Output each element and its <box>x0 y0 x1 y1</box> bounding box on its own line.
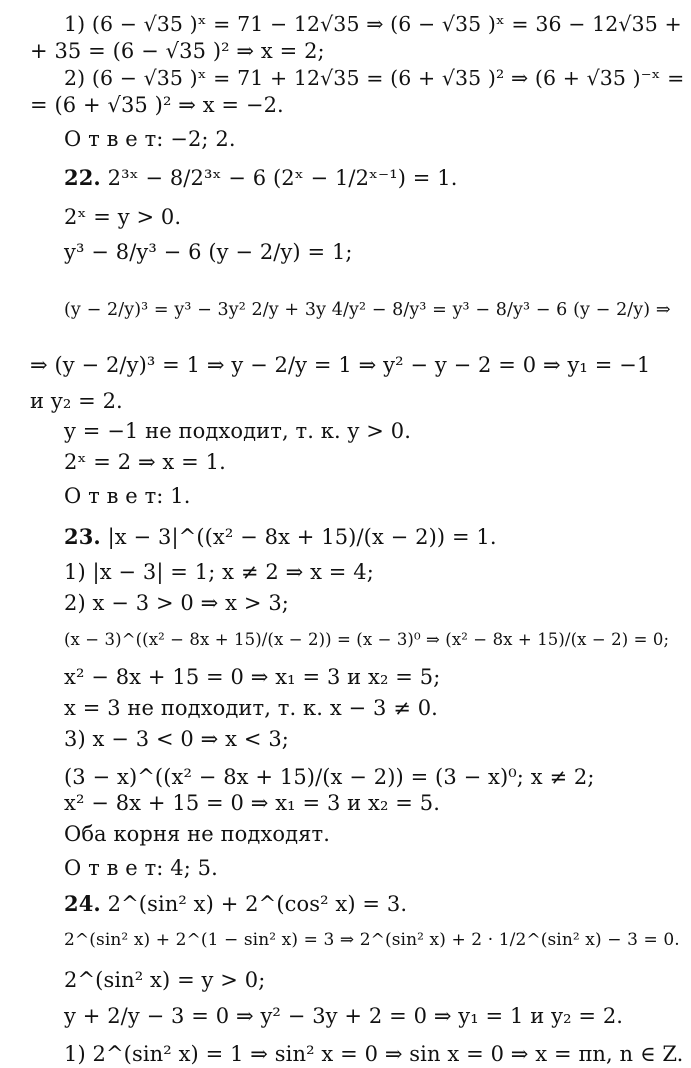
text-line: + 35 = (6 − √35 )² ⇒ x = 2; <box>30 39 325 63</box>
text-line: x² − 8x + 15 = 0 ⇒ x₁ = 3 и x₂ = 5. <box>64 791 440 815</box>
text-line: = (6 + √35 )² ⇒ x = −2. <box>30 93 284 117</box>
problem-23-heading: 23. |x − 3|^((x² − 8x + 15)/(x − 2)) = 1. <box>64 524 497 549</box>
text-line: 2ˣ = y > 0. <box>64 205 182 229</box>
text-line: y³ − 8/y³ − 6 (y − 2/y) = 1; <box>64 240 353 264</box>
text-line: ⇒ (y − 2/y)³ = 1 ⇒ y − 2/y = 1 ⇒ y² − y − 2 = 0 ⇒ y₁ = −1 <box>30 353 651 377</box>
text-line: 1) (6 − √35 )ˣ = 71 − 12√35 ⇒ (6 − √35 )ˣ = 36 − 12√35 + <box>64 12 682 36</box>
problem-24-heading: 24. 2^(sin² x) + 2^(cos² x) = 3. <box>64 891 408 916</box>
text-line: y + 2/y − 3 = 0 ⇒ y² − 3y + 2 = 0 ⇒ y₁ = 1 и y₂ = 2. <box>64 1004 624 1028</box>
answer-line: О т в е т: −2; 2. <box>64 127 236 151</box>
text-line: (3 − x)^((x² − 8x + 15)/(x − 2)) = (3 − x)⁰; x ≠ 2; <box>64 765 595 789</box>
problem-22-heading: 22. 2³ˣ − 8/2³ˣ − 6 (2ˣ − 1/2ˣ⁻¹) = 1. <box>64 165 458 190</box>
text-line: 1) 2^(sin² x) = 1 ⇒ sin² x = 0 ⇒ sin x = 0 ⇒ x = πn, n ∈ Z. <box>64 1042 684 1066</box>
answer-line: О т в е т: 1. <box>64 484 191 508</box>
text-line: 2) x − 3 > 0 ⇒ x > 3; <box>64 591 289 615</box>
text-line: x² − 8x + 15 = 0 ⇒ x₁ = 3 и x₂ = 5; <box>64 665 441 689</box>
text-line: 2^(sin² x) = y > 0; <box>64 968 266 992</box>
text-line: 2^(sin² x) + 2^(1 − sin² x) = 3 ⇒ 2^(sin² x) + 2 · 1/2^(sin² x) − 3 = 0. <box>64 930 680 950</box>
text-line: (y − 2/y)³ = y³ − 3y² 2/y + 3y 4/y² − 8/y³ = y³ − 8/y³ − 6 (y − 2/y) ⇒ <box>64 300 671 320</box>
text-line: Оба корня не подходят. <box>64 822 331 846</box>
text-line: 1) |x − 3| = 1; x ≠ 2 ⇒ x = 4; <box>64 560 374 584</box>
text-line: и y₂ = 2. <box>30 389 123 413</box>
text-line: y = −1 не подходит, т. к. y > 0. <box>64 419 411 443</box>
text-line: (x − 3)^((x² − 8x + 15)/(x − 2)) = (x − 3)⁰ ⇒ (x² − 8x + 15)/(x − 2) = 0; <box>64 630 670 649</box>
text-line: 3) x − 3 < 0 ⇒ x < 3; <box>64 727 289 751</box>
text-line: x = 3 не подходит, т. к. x − 3 ≠ 0. <box>64 696 438 720</box>
text-line: 2) (6 − √35 )ˣ = 71 + 12√35 = (6 + √35 )² ⇒ (6 + √35 )⁻ˣ = <box>64 66 685 90</box>
answer-line: О т в е т: 4; 5. <box>64 856 218 880</box>
text-line: 2ˣ = 2 ⇒ x = 1. <box>64 450 226 474</box>
